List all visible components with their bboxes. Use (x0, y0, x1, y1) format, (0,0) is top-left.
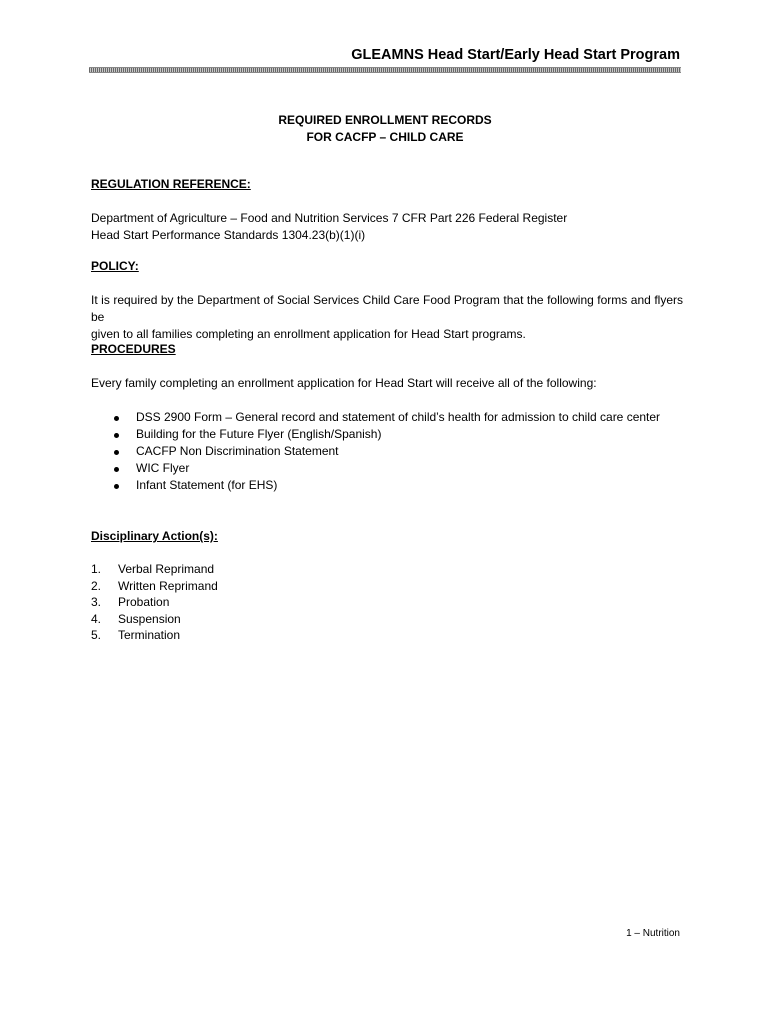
list-item (91, 443, 660, 460)
list-item-label: Building for the Future Flyer (English/Spanish) (136, 427, 382, 441)
list-item (91, 426, 660, 443)
regulation-heading: REGULATION REFERENCE: (91, 177, 251, 191)
list-item (91, 578, 218, 595)
procedures-list (91, 409, 660, 494)
policy-line-2: given to all families completing an enrollment application for Head Start programs. (91, 327, 526, 341)
bullet-icon (114, 467, 119, 472)
bullet-icon (114, 433, 119, 438)
document-title-line-2: FOR CACFP – CHILD CARE (306, 130, 464, 144)
list-item-label: CACFP Non Discrimination Statement (136, 444, 339, 458)
list-item-label: Probation (118, 595, 170, 609)
list-item (91, 561, 218, 578)
list-item-label: Written Reprimand (118, 578, 218, 593)
list-item (91, 409, 660, 426)
header-rule (89, 67, 681, 73)
disciplinary-heading: Disciplinary Action(s): (91, 529, 218, 543)
list-item-number: 5. (91, 628, 102, 642)
list-item-number: 3. (91, 595, 102, 609)
bullet-icon (114, 416, 119, 421)
policy-text (91, 292, 683, 343)
list-item (91, 477, 660, 494)
list-item-label: Suspension (118, 611, 181, 626)
list-item-number: 1. (91, 562, 102, 576)
regulation-line-1: Department of Agriculture – Food and Nutrition Services 7 CFR Part 226 Federal Register (91, 211, 568, 225)
policy-heading: POLICY: (91, 259, 139, 273)
policy-line-1: It is required by the Department of Social Services Child Care Food Program that the following forms and flyers be (91, 293, 683, 324)
regulation-line-2: Head Start Performance Standards 1304.23(b)(1)(i) (91, 228, 366, 242)
document-title (89, 112, 681, 146)
list-item (91, 594, 218, 611)
bullet-icon (114, 450, 119, 455)
disciplinary-list (91, 561, 218, 644)
list-item-label: Infant Statement (for EHS) (136, 478, 278, 492)
list-item (91, 611, 218, 628)
document-title-line-1: REQUIRED ENROLLMENT RECORDS (278, 113, 492, 127)
list-item (91, 627, 218, 644)
list-item-label: WIC Flyer (136, 461, 190, 475)
list-item-label: DSS 2900 Form – General record and statement of child’s health for admission to child care center (136, 410, 661, 424)
list-item-label: Verbal Reprimand (118, 562, 215, 576)
program-title: GLEAMNS Head Start/Early Head Start Program (351, 47, 680, 63)
list-item-number: 2. (91, 578, 102, 593)
list-item-number: 4. (91, 611, 102, 626)
procedures-intro: Every family completing an enrollment application for Head Start will receive all of the following: (91, 376, 597, 390)
regulation-text (91, 210, 683, 244)
list-item-label: Termination (118, 628, 181, 642)
page-footer: 1 – Nutrition (626, 928, 680, 939)
procedures-heading: PROCEDURES (91, 342, 176, 356)
list-item (91, 460, 660, 477)
bullet-icon (114, 484, 119, 489)
